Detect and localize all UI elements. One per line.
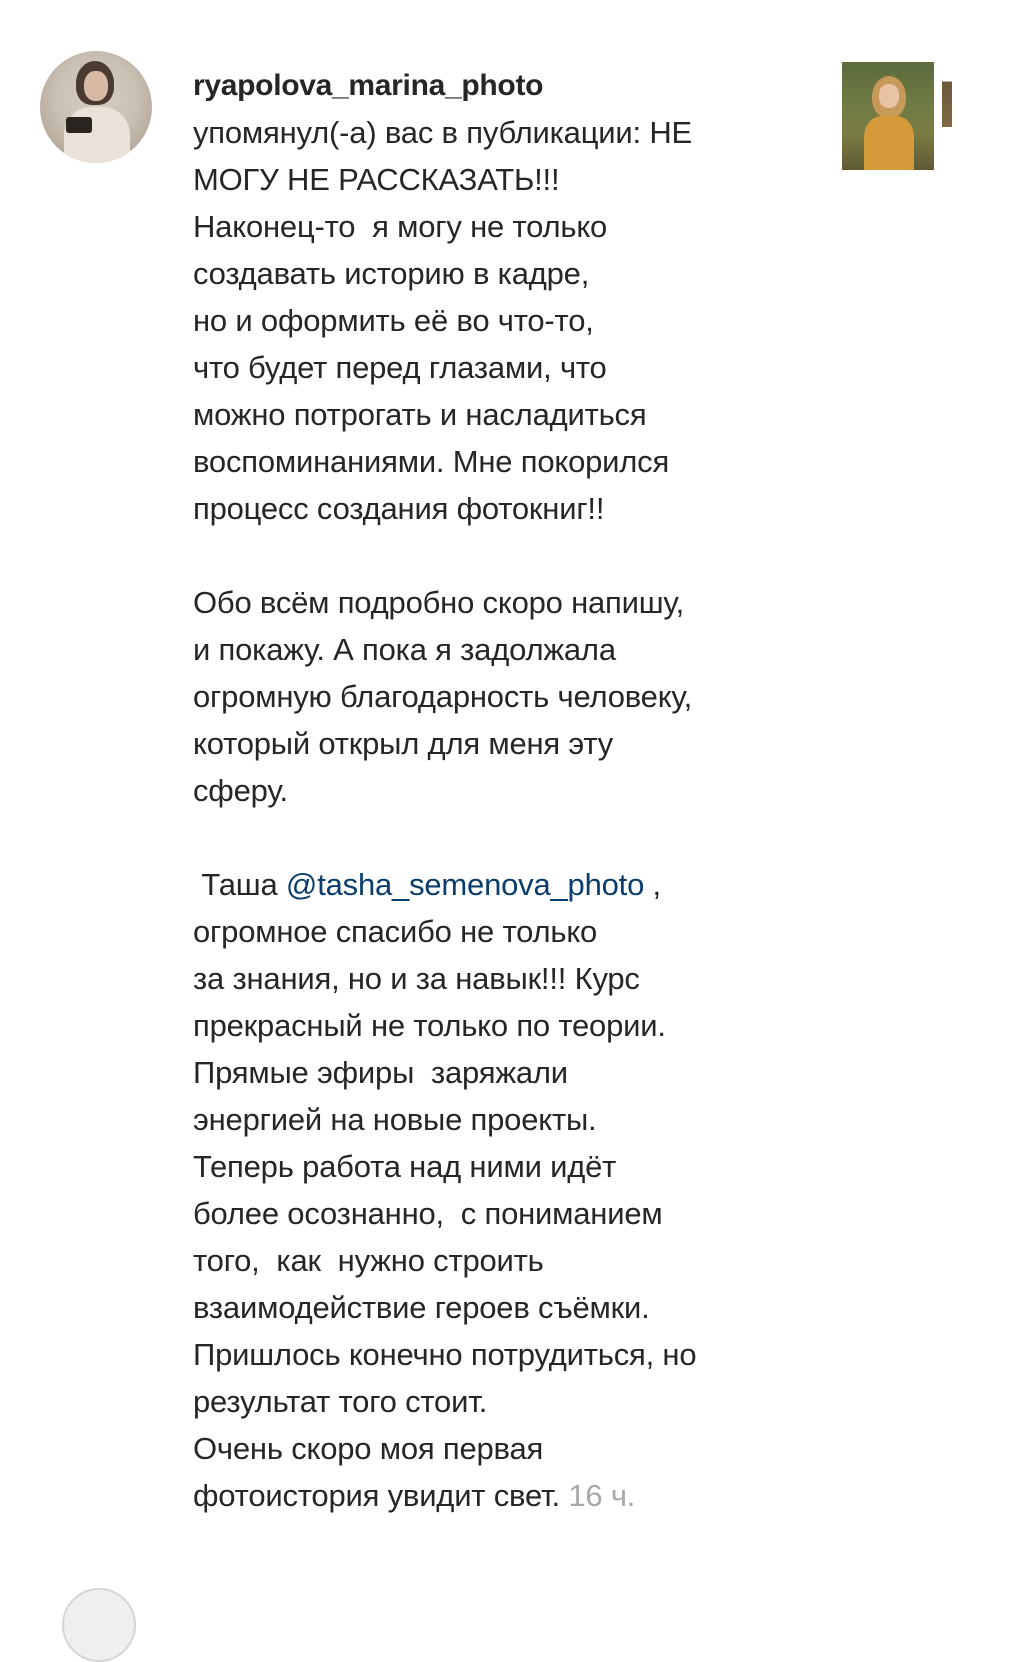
- text-line: воспоминаниями. Мне покорился: [193, 444, 670, 479]
- intro-paragraph: [193, 109, 823, 532]
- profile-avatar[interactable]: [40, 51, 152, 163]
- avatar-face: [84, 71, 108, 101]
- paragraph-spacer: [193, 814, 823, 861]
- third-paragraph: [193, 861, 823, 1519]
- paragraph-spacer: [193, 532, 823, 579]
- text-line: того, как нужно строить: [193, 1243, 544, 1278]
- text-line: более осознанно, с пониманием: [193, 1196, 663, 1231]
- next-notification-avatar[interactable]: [62, 1588, 136, 1662]
- thumbnail-face: [879, 84, 899, 108]
- text-line: и покажу. А пока я задолжала: [193, 632, 616, 667]
- text-line: за знания, но и за навык!!! Курс: [193, 961, 640, 996]
- text-line: сферу.: [193, 773, 288, 808]
- username-link[interactable]: ryapolova_marina_photo: [193, 69, 544, 102]
- text-line: Наконец-то я могу не только: [193, 209, 608, 244]
- text-line: прекрасный не только по теории.: [193, 1008, 666, 1043]
- text-line: Теперь работа над ними идёт: [193, 1149, 617, 1184]
- text-line: процесс создания фотокниг!!: [193, 491, 605, 526]
- mention-suffix: ,: [644, 867, 661, 902]
- text-line: упомянул(-а) вас в публикации: НЕ: [193, 115, 692, 150]
- text-line: Обо всём подробно скоро напишу,: [193, 585, 685, 620]
- text-line: Очень скоро моя первая: [193, 1431, 544, 1466]
- avatar-body: [64, 107, 130, 163]
- second-paragraph: [193, 579, 823, 814]
- last-line: [193, 1472, 823, 1519]
- text-line: можно потрогать и насладиться: [193, 397, 647, 432]
- text-line: МОГУ НЕ РАССКАЗАТЬ!!!: [193, 162, 560, 197]
- text-line: результат того стоит.: [193, 1384, 488, 1419]
- camera-icon: [66, 117, 92, 133]
- thumbnail-dress: [864, 116, 914, 170]
- adjacent-thumbnail-edge: [942, 62, 952, 170]
- text-line: огромное спасибо не только: [193, 914, 598, 949]
- text-line: Пришлось конечно потрудиться, но: [193, 1337, 697, 1372]
- last-line-text: фотоистория увидит свет.: [193, 1478, 560, 1513]
- notification-text: [193, 62, 823, 1519]
- text-line: но и оформить её во что-то,: [193, 303, 594, 338]
- mention-prefix: Таша: [193, 867, 286, 902]
- text-line: энергией на новые проекты.: [193, 1102, 597, 1137]
- text-line: создавать историю в кадре,: [193, 256, 590, 291]
- text-line: огромную благодарность человеку,: [193, 679, 693, 714]
- mention-line: [193, 861, 823, 908]
- timestamp: 16 ч.: [568, 1478, 636, 1513]
- mention-link[interactable]: @tasha_semenova_photo: [285, 867, 645, 902]
- text-line: который открыл для меня эту: [193, 726, 613, 761]
- text-line: Прямые эфиры заряжали: [193, 1055, 568, 1090]
- text-line: что будет перед глазами, что: [193, 350, 607, 385]
- text-line: взаимодействие героев съёмки.: [193, 1290, 650, 1325]
- post-thumbnail[interactable]: [842, 62, 934, 170]
